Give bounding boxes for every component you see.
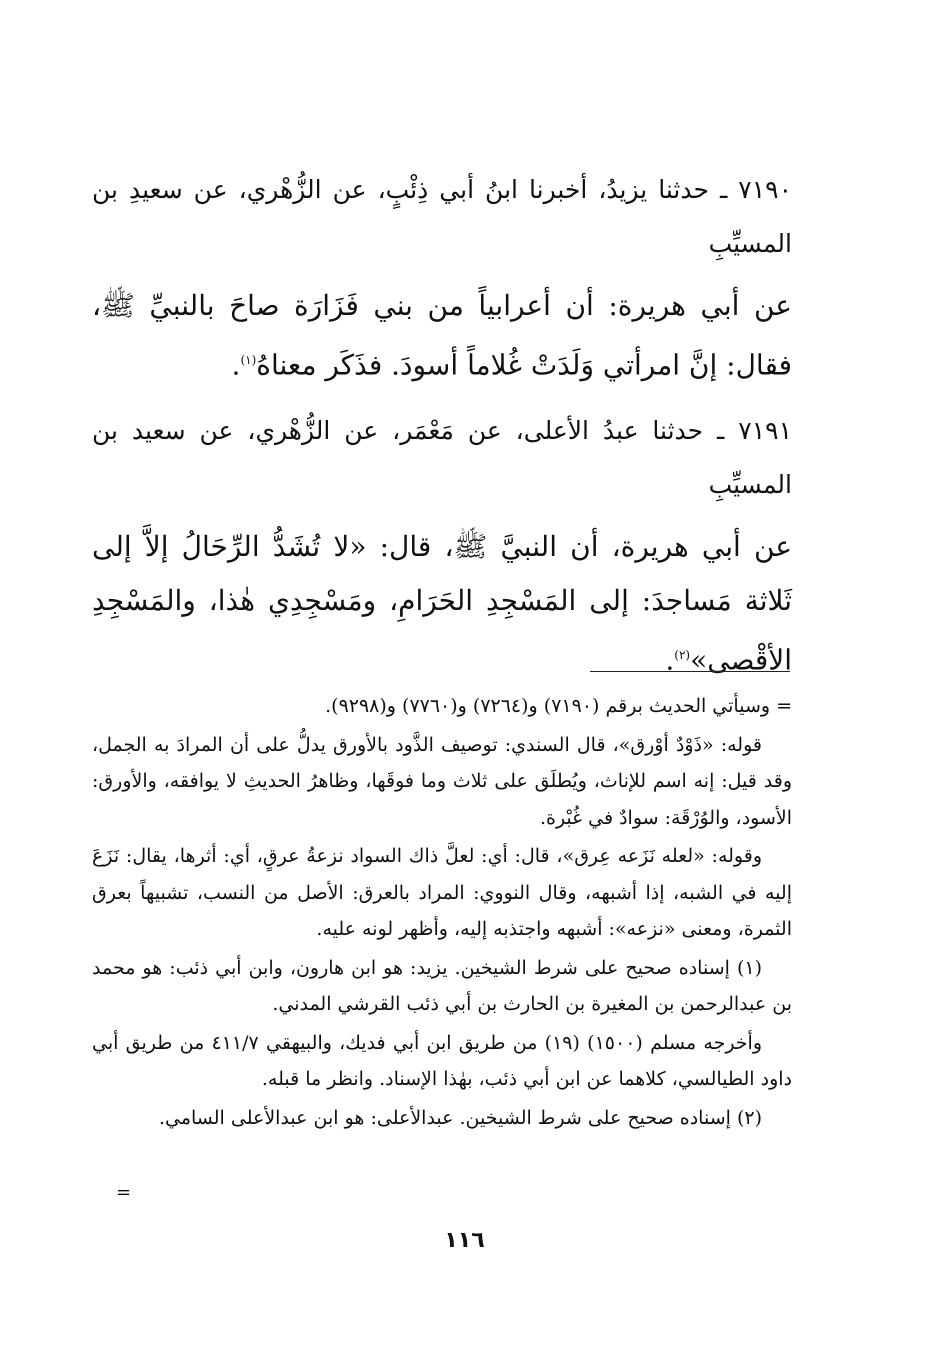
- footnote-ref-1[interactable]: (١): [240, 353, 257, 367]
- hadith-7190-end: .: [231, 348, 241, 382]
- page-number: ١١٦: [444, 1228, 485, 1253]
- main-text: [92, 163, 792, 700]
- hadith-7190-body: عن أبي هريرة: أن أعرابياً من بني فَزَارَة صاحَ بالنبيِّ ﷺ، فقال: إنَّ امرأتي وَلَدَتْ غُلاماً أسودَ. فذَكَر معناهُ: [92, 289, 792, 382]
- footnote-1: (١) إسناده صحيح على شرط الشيخين. يزيد: هو ابن هارون، وابن أبي ذئب: هو محمد بن عبدالرحمن بن المغيرة بن الحارث بن أبي ذئب القرشي المدني.: [92, 956, 792, 1015]
- hadith-7190-isnad: ٧١٩٠ ـ حدثنا يزيدُ، أخبرنا ابنُ أبي ذِئْبٍ، عن الزُّهْري، عن سعيدِ بن المسيِّبِ: [92, 175, 792, 258]
- hadith-7191-matn: [92, 520, 792, 687]
- footnote-1-takhrij: وأخرجه مسلم (١٥٠٠) (١٩) من طريق ابن أبي فديك، والبيهقي ٤١١/٧ من طريق أبي داود الطيالسي، كلاهما عن ابن أبي ذئب، بهٰذا الإسناد. وانظر ما قبله.: [92, 1031, 792, 1090]
- hadith-7190-matn: [92, 279, 792, 392]
- hadith-7191-isnad: ٧١٩١ ـ حدثنا عبدُ الأعلى، عن مَعْمَر، عن الزُّهْري، عن سعيد بن المسيِّبِ: [92, 416, 792, 500]
- footnote-ref-2[interactable]: (٢): [674, 648, 691, 663]
- footnote-continuation: = وسيأتي الحديث برقم (٧١٩٠) و(٧٢٦٤) و(٧٧٦٠) و(٩٢٩٨).: [325, 695, 792, 717]
- hadith-7191-end: .: [665, 643, 675, 677]
- hadith-7191-body: عن أبي هريرة، أن النبيَّ ﷺ، قال: «لا تُشَدُّ الرِّحَالُ إلاَّ إلى ثَلاثة مَساجدَ: إلى المَسْجِدِ الحَرَامِ، ومَسْجِدِي هٰذا، والمَسْجِدِ الأقْصى»: [92, 530, 792, 677]
- footnotes: [92, 688, 792, 1138]
- continuation-mark: =: [116, 1182, 132, 1203]
- footnote-commentary-2: وقوله: «لعله نَزَعه عِرق»، قال: أي: لعلَّ ذاك السواد نزعةُ عرقٍ، أي: أثرها، يقال: نَزَعَ إليه في الشبه، إذا أشبهه، وقال النووي: المراد بالعرق: الأصل من النسب، تشبيهاً بعرق الثمرة، ومعنى «نزعه»: أشبهه واجتذبه إليه، وأظهر لونه عليه.: [92, 845, 792, 940]
- footnote-commentary-1: قوله: «ذَوْدٌ أوْرق»، قال السندي: توصيف الذَّود بالأورق يدلُّ على أن المرادَ به الجمل، وقد قيل: إنه اسم للإناث، ويُطلَق على ثلاث وما فوقَها، وظاهرُ الحديثِ لا يوافقه، والأورق: الأسود، والوُرْقَة: سوادٌ في غُبْرة.: [92, 733, 792, 829]
- footnote-separator: [590, 671, 790, 672]
- footnote-2: (٢) إسناده صحيح على شرط الشيخين. عبدالأعلى: هو ابن عبدالأعلى السامي.: [158, 1106, 762, 1129]
